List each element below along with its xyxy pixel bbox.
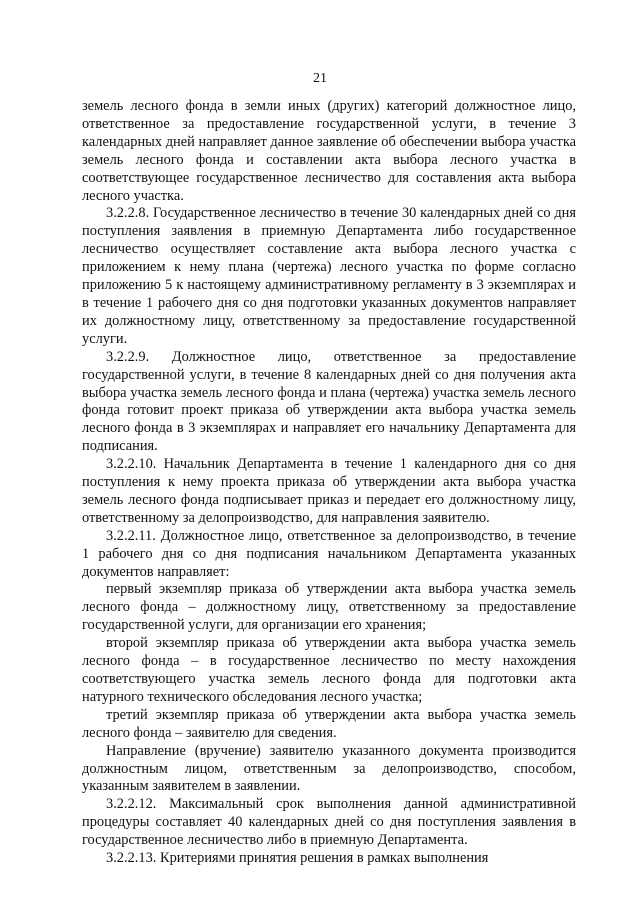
page-number: 21 <box>313 71 327 86</box>
list-item-second-copy: второй экземпляр приказа об утверждении акта выбора участка земель лесного фонда – в государственное лесничество по месту нахождения соответствующего участка земель лесного фонда для подготовки акта натурного технического обследования лесного участка; <box>82 635 576 705</box>
list-item-third-copy: третий экземпляр приказа об утверждении акта выбора участка земель лесного фонда – заявителю для сведения. <box>82 706 576 741</box>
paragraph-3-2-2-12: 3.2.2.12. Максимальный срок выполнения данной административной процедуры составляет 40 календарных дней со дня поступления заявления в государственное лесничество либо в приемную Департамента. <box>82 796 576 849</box>
document-body <box>82 98 576 868</box>
paragraph-delivery: Направление (вручение) заявителю указанного документа производится должностным лицом, ответственным за делопроизводство, способом, указанным заявителем в заявлении. <box>82 742 576 795</box>
paragraph-3-2-2-10: 3.2.2.10. Начальник Департамента в течение 1 календарного дня со дня поступления к нему проекта приказа об утверждении акта выбора участка земель лесного фонда подписывает приказ и передает его должностному лицу, ответственному за делопроизводство, для направления заявителю. <box>82 456 576 526</box>
paragraph-continuation: земель лесного фонда в земли иных (других) категорий должностное лицо, ответственное за предоставление государственной услуги, в течение 3 календарных дней направляет данное заявление об обеспечении выбора участка земель лесного фонда и составлении акта выбора лесного участка в соответствующее государственное лесничество для составления акта выбора лесного участка. <box>82 98 576 204</box>
paragraph-3-2-2-8: 3.2.2.8. Государственное лесничество в течение 30 календарных дней со дня поступления заявления в приемную Департамента либо государственное лесничество осуществляет составление акта выбора лесного участка с приложением к нему плана (чертежа) лесного участка по форме согласно приложению 5 к настоящему административному регламенту в 3 экземплярах и в течение 1 рабочего дня со дня подготовки указанных документов направляет их должностному лицу, ответственному за предоставление государственной услуги. <box>82 205 576 347</box>
paragraph-3-2-2-13: 3.2.2.13. Критериями принятия решения в рамках выполнения <box>106 850 489 867</box>
list-item-first-copy: первый экземпляр приказа об утверждении акта выбора участка земель лесного фонда – должностному лицу, ответственному за предоставление государственной услуги, для организации его хранения; <box>82 581 576 634</box>
paragraph-3-2-2-11: 3.2.2.11. Должностное лицо, ответственное за делопроизводство, в течение 1 рабочего дня со дня подписания начальником Департамента указанных документов направляет: <box>82 527 576 580</box>
paragraph-3-2-2-9: 3.2.2.9. Должностное лицо, ответственное за предоставление государственной услуги, в течение 8 календарных дней со дня получения акта выбора участка земель лесного фонда и плана (чертежа) участка земель лесного фонда готовит проект приказа об утверждении акта выбора участка земель лесного фонда в 3 экземплярах и направляет его начальнику Департамента для подписания. <box>82 348 576 455</box>
